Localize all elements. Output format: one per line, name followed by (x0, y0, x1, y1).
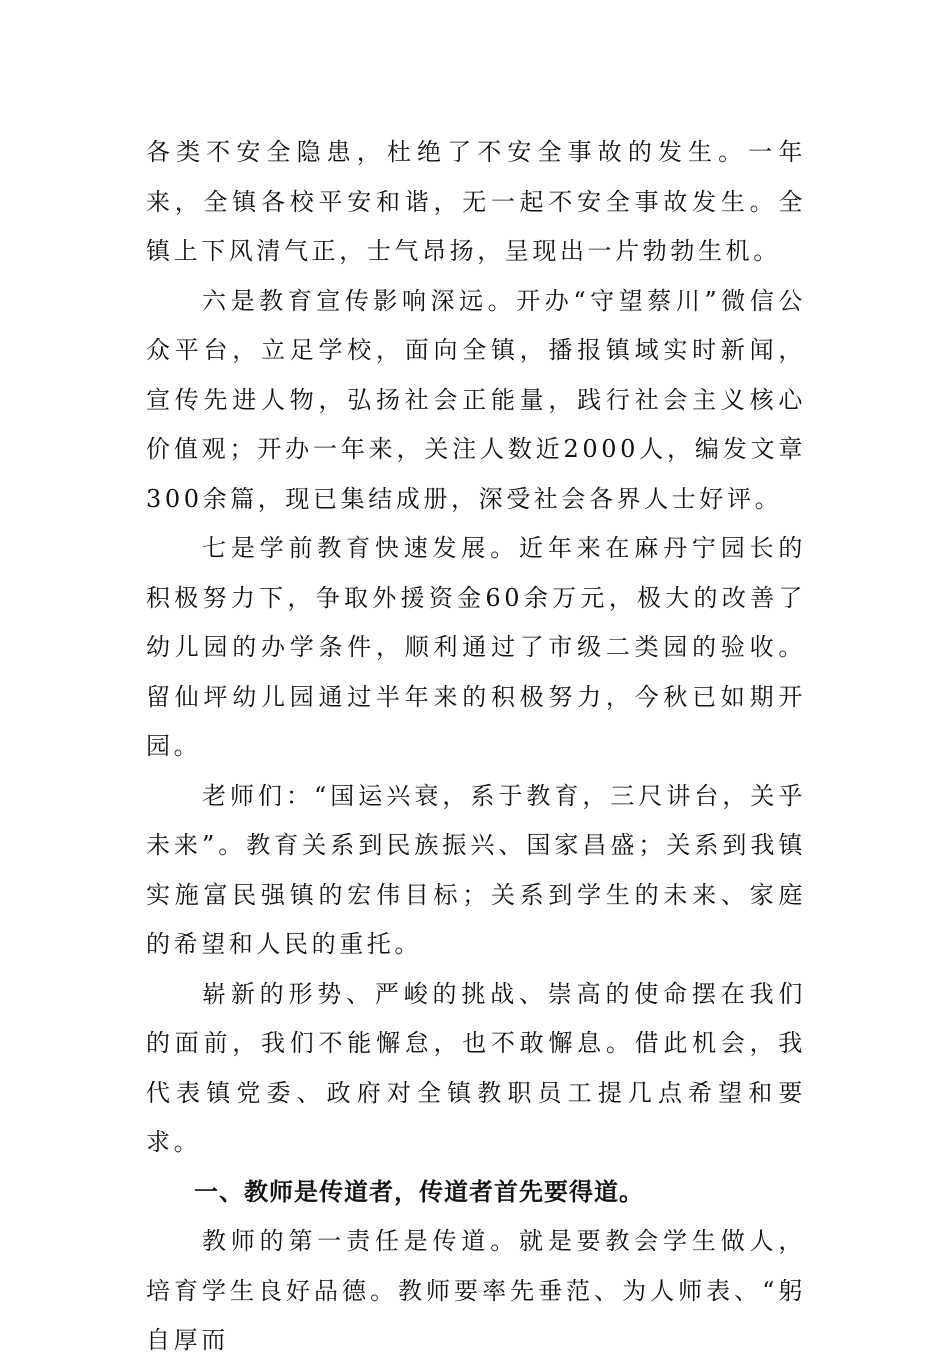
paragraph-education-publicity: 六是教育宣传影响深远。开办“守望蔡川”微信公众平台，立足学校，面向全镇，播报镇域实时新闻，宣传先进人物，弘扬社会正能量，践行社会主义核心价值观；开办一年来，关注人数近2000人，编发文章300余篇，现已集结成册，深受社会各界人士好评。 (146, 286, 806, 513)
paragraph-safety-continuation: 各类不安全隐患，杜绝了不安全事故的发生。一年来，全镇各校平安和谐，无一起不安全事故发生。全镇上下风清气正，士气昂扬，呈现出一片勃勃生机。 (146, 138, 806, 265)
paragraph-teachers-address: 老师们：“国运兴衰，系于教育，三尺讲台，关乎未来”。教育关系到民族振兴、国家昌盛；关系到我镇实施富民强镇的宏伟目标；关系到学生的未来、家庭的希望和人民的重托。 (146, 781, 806, 958)
paragraph-new-situation: 崭新的形势、严峻的挑战、崇高的使命摆在我们的面前，我们不能懈怠，也不敢懈息。借此机会，我代表镇党委、政府对全镇教职员工提几点希望和要求。 (146, 979, 806, 1156)
section-heading-1: 一、教师是传道者，传道者首先要得道。 (194, 1177, 644, 1206)
document-page (146, 128, 806, 1366)
paragraph-preschool-development: 七是学前教育快速发展。近年来在麻丹宁园长的积极努力下，争取外援资金60余万元，极大的改善了幼儿园的办学条件，顺利通过了市级二类园的验收。留仙坪幼儿园通过半年来的积极努力，今秋已如期开园。 (146, 534, 806, 760)
paragraph-teacher-duty: 教师的第一责任是传道。就是要教会学生做人，培育学生良好品德。教师要率先垂范、为人师表、“躬自厚而 (146, 1227, 806, 1354)
